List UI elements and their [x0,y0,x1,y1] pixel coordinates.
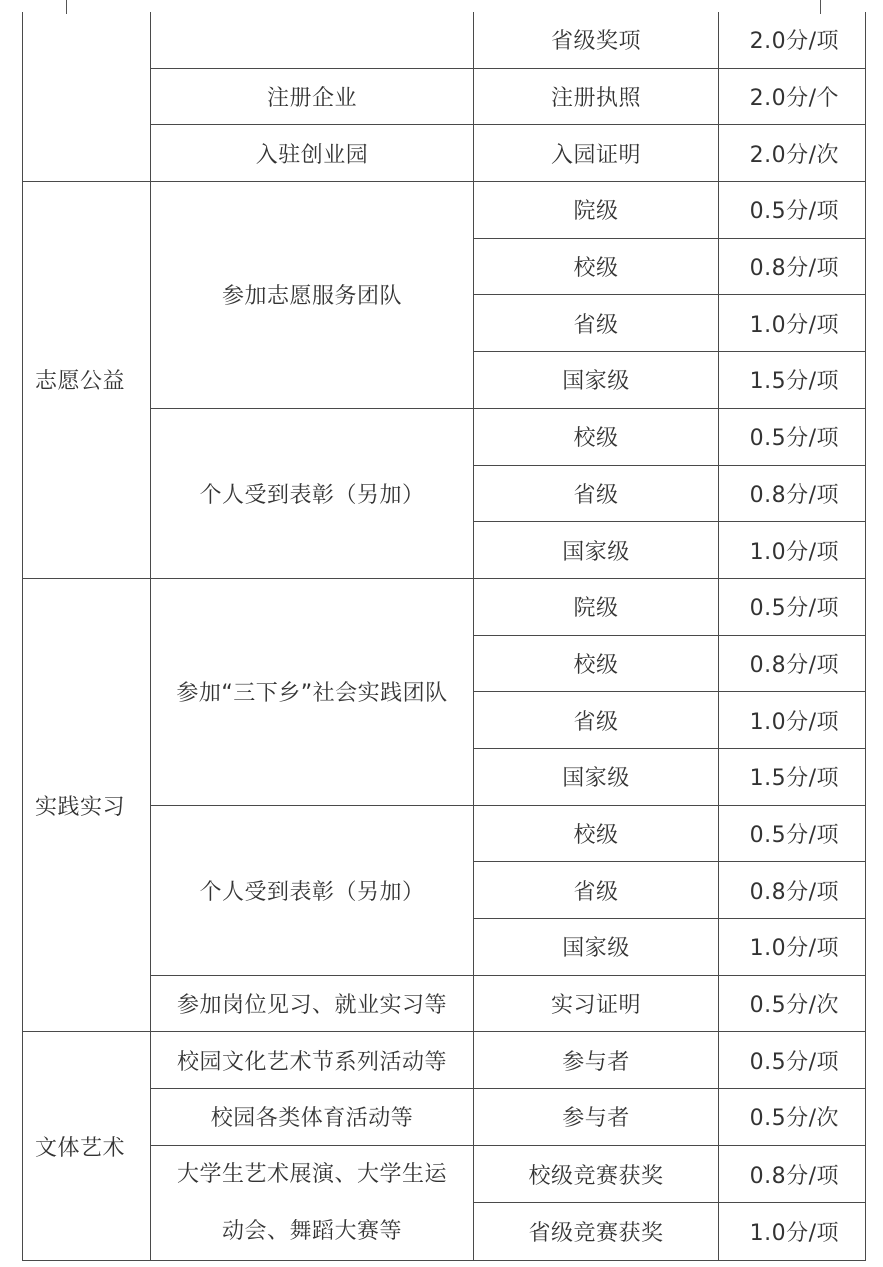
level-cell: 省级 [474,465,719,522]
item-cell: 个人受到表彰（另加） [151,805,474,975]
item-cell: 校园各类体育活动等 [151,1089,474,1146]
category-cell-arts: 文体艺术 [23,1032,151,1260]
table-row [23,182,866,239]
level-cell: 院级 [474,578,719,635]
level-cell: 实习证明 [474,975,719,1032]
score-cell: 1.5分/项 [719,352,866,409]
score-cell: 0.8分/项 [719,465,866,522]
item-cell: 校园文化艺术节系列活动等 [151,1032,474,1089]
score-cell: 0.5分/项 [719,408,866,465]
item-cell: 个人受到表彰（另加） [151,408,474,578]
item-cell: 注册企业 [151,68,474,125]
score-cell: 1.0分/项 [719,522,866,579]
level-cell: 省级奖项 [474,12,719,68]
level-cell: 参与者 [474,1089,719,1146]
score-cell: 2.0分/次 [719,125,866,182]
item-cell: 入驻创业园 [151,125,474,182]
score-cell: 0.5分/项 [719,182,866,239]
table-row [23,12,866,68]
score-cell: 0.8分/项 [719,862,866,919]
item-cell-contest [151,1145,474,1260]
score-cell: 1.5分/项 [719,748,866,805]
score-cell: 0.8分/项 [719,635,866,692]
item-text-line: 动会、舞蹈大赛等 [221,1218,402,1244]
score-cell: 1.0分/项 [719,295,866,352]
level-cell: 省级 [474,862,719,919]
score-cell: 1.0分/项 [719,692,866,749]
level-cell: 省级 [474,295,719,352]
level-cell: 校级 [474,408,719,465]
category-cell-practice: 实践实习 [23,578,151,1032]
level-cell: 校级竞赛获奖 [474,1145,719,1203]
level-cell: 省级竞赛获奖 [474,1203,719,1261]
level-cell: 入园证明 [474,125,719,182]
level-cell: 参与者 [474,1032,719,1089]
level-cell: 校级 [474,238,719,295]
level-cell: 校级 [474,635,719,692]
score-cell: 0.8分/项 [719,238,866,295]
item-text-line: 大学生艺术展演、大学生运 [176,1161,447,1187]
score-cell: 2.0分/个 [719,68,866,125]
score-cell: 0.5分/次 [719,975,866,1032]
score-cell: 1.0分/项 [719,919,866,976]
level-cell: 省级 [474,692,719,749]
score-table [22,12,866,1261]
level-cell: 国家级 [474,919,719,976]
score-cell: 2.0分/项 [719,12,866,68]
level-cell: 院级 [474,182,719,239]
category-cell [23,12,151,182]
table-row [23,1032,866,1089]
level-cell: 国家级 [474,352,719,409]
score-cell: 0.5分/项 [719,578,866,635]
score-cell: 0.5分/次 [719,1089,866,1146]
item-cell: 参加岗位见习、就业实习等 [151,975,474,1032]
item-cell: 参加“三下乡”社会实践团队 [151,578,474,805]
score-cell: 0.5分/项 [719,805,866,862]
score-cell: 0.8分/项 [719,1145,866,1203]
level-cell: 注册执照 [474,68,719,125]
level-cell: 国家级 [474,522,719,579]
score-cell: 0.5分/项 [719,1032,866,1089]
category-cell-volunteer: 志愿公益 [23,182,151,579]
table-row [23,578,866,635]
score-cell: 1.0分/项 [719,1203,866,1261]
level-cell: 校级 [474,805,719,862]
item-cell: 参加志愿服务团队 [151,182,474,409]
item-cell [151,12,474,68]
level-cell: 国家级 [474,748,719,805]
